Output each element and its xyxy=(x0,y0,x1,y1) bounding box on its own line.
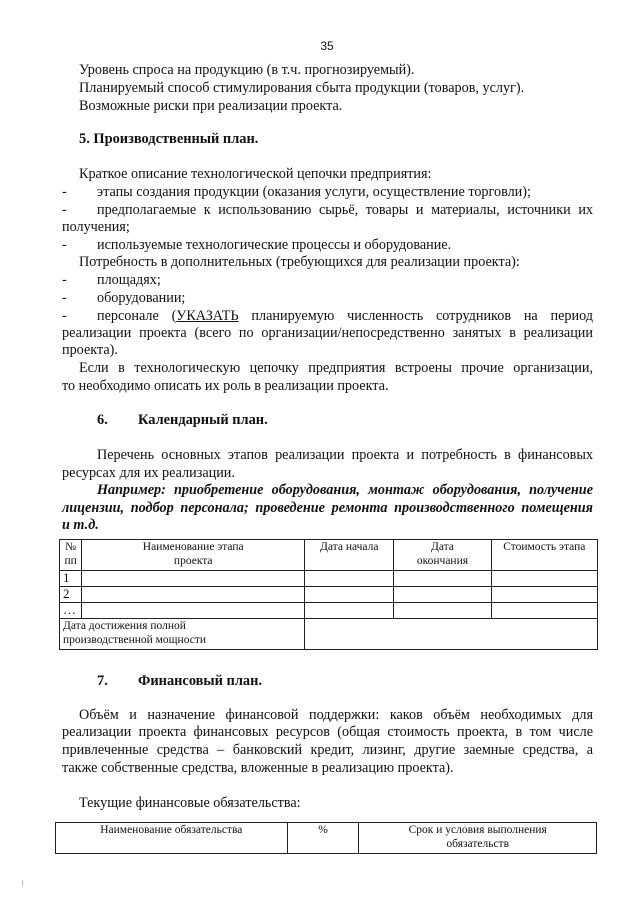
scan-mark xyxy=(22,880,23,886)
risks-line: Возможные риски при реализации проекта. xyxy=(79,98,343,114)
specify-link: УКАЗАТЬ xyxy=(176,308,239,324)
list-item-materials: предполагаемые к использованию сырьё, товары и материалы, источники их xyxy=(97,202,593,218)
table-cell xyxy=(82,587,305,603)
need-item-staff-end: проекта). xyxy=(62,342,118,358)
table-cell xyxy=(394,571,491,587)
full-capacity-label: Дата достижения полной производственной мощности xyxy=(60,619,305,650)
obligations-intro: Текущие финансовые обязательства: xyxy=(79,795,301,811)
financing-para-2: реализации проекта финансовых ресурсов (общая стоимость проекта, в том числе xyxy=(62,724,593,740)
demand-line: Уровень спроса на продукцию (в т.ч. прогнозируемый). xyxy=(79,62,415,78)
obligations-table xyxy=(55,822,597,854)
need-item-staff-cont: реализации проекта (всего по организации/непосредственно занятых в реализации xyxy=(62,325,593,341)
table-cell xyxy=(491,571,597,587)
need-item-staff: персонале (УКАЗАТЬ планируемую численность сотрудников на период xyxy=(97,308,593,324)
table-cell xyxy=(394,603,491,619)
section-7-heading: Финансовый план. xyxy=(138,673,262,689)
need-item-area: площадях; xyxy=(97,272,161,288)
calendar-plan-table xyxy=(59,539,598,650)
other-orgs-line-2: то необходимо описать их роль в реализации проекта. xyxy=(62,378,389,394)
col-percent-header: % xyxy=(287,823,359,854)
list-dash: - xyxy=(62,202,67,218)
section-7-number: 7. xyxy=(97,673,108,689)
table-cell xyxy=(394,587,491,603)
table-row xyxy=(60,587,598,603)
full-capacity-value xyxy=(305,619,598,650)
list-item-materials-cont: получения; xyxy=(62,219,130,235)
financing-para: Объём и назначение финансовой поддержки: каков объём необходимых для xyxy=(79,707,593,723)
need-item-equipment: оборудовании; xyxy=(97,290,186,306)
example-line-3: и т.д. xyxy=(62,517,99,533)
table-footer-row xyxy=(60,619,598,650)
financing-para-3: привлеченные средства – банковский кредит, лизинг, другие заемные средства, а xyxy=(62,742,593,758)
list-dash: - xyxy=(62,184,67,200)
stages-para-cont: ресурсах для их реализации. xyxy=(62,465,235,481)
row-number: 1 xyxy=(60,571,82,587)
table-row xyxy=(60,571,598,587)
list-dash: - xyxy=(62,237,67,253)
table-header-row xyxy=(56,823,597,854)
row-number: 2 xyxy=(60,587,82,603)
page-number: 35 xyxy=(320,39,334,53)
col-stage-header: Наименование этапа проекта xyxy=(82,540,305,571)
table-row xyxy=(60,603,598,619)
example-line-2: лицензии, подбор персонала; проведение ремонта производственного помещения xyxy=(62,500,593,516)
col-terms-header: Срок и условия выполнения обязательств xyxy=(359,823,597,854)
list-item-processes: используемые технологические процессы и оборудование. xyxy=(97,237,452,253)
section-6-number: 6. xyxy=(97,412,108,428)
col-start-header: Дата начала xyxy=(305,540,394,571)
section-6-heading: Календарный план. xyxy=(138,412,268,428)
tech-chain-intro: Краткое описание технологической цепочки предприятия: xyxy=(79,166,432,182)
needs-intro: Потребность в дополнительных (требующихся для реализации проекта): xyxy=(79,254,520,270)
table-cell xyxy=(82,603,305,619)
table-cell xyxy=(305,603,394,619)
list-item-stages: этапы создания продукции (оказания услуги, осуществление торговли); xyxy=(97,184,531,200)
col-cost-header: Стоимость этапа xyxy=(491,540,597,571)
table-cell xyxy=(82,571,305,587)
list-dash: - xyxy=(62,272,67,288)
table-cell xyxy=(491,587,597,603)
table-cell xyxy=(305,587,394,603)
col-obligation-header: Наименование обязательства xyxy=(56,823,288,854)
table-cell xyxy=(491,603,597,619)
col-end-header: Дата окончания xyxy=(394,540,491,571)
other-orgs-line: Если в технологическую цепочку предприятия встроены прочие организации, xyxy=(79,360,593,376)
sales-method-line: Планируемый способ стимулирования сбыта продукции (товаров, услуг). xyxy=(79,80,525,96)
financing-para-4: также собственные средства, вложенные в реализацию проекта). xyxy=(62,760,454,776)
row-number: … xyxy=(60,603,82,619)
stages-para: Перечень основных этапов реализации проекта и потребность в финансовых xyxy=(97,447,593,463)
table-cell xyxy=(305,571,394,587)
col-num-header: № пп xyxy=(60,540,82,571)
table-header-row xyxy=(60,540,598,571)
section-5-heading: 5. Производственный план. xyxy=(79,131,259,147)
example-line-1: Например: приобретение оборудования, монтаж оборудования, получение xyxy=(97,482,593,498)
list-dash: - xyxy=(62,290,67,306)
list-dash: - xyxy=(62,308,67,324)
